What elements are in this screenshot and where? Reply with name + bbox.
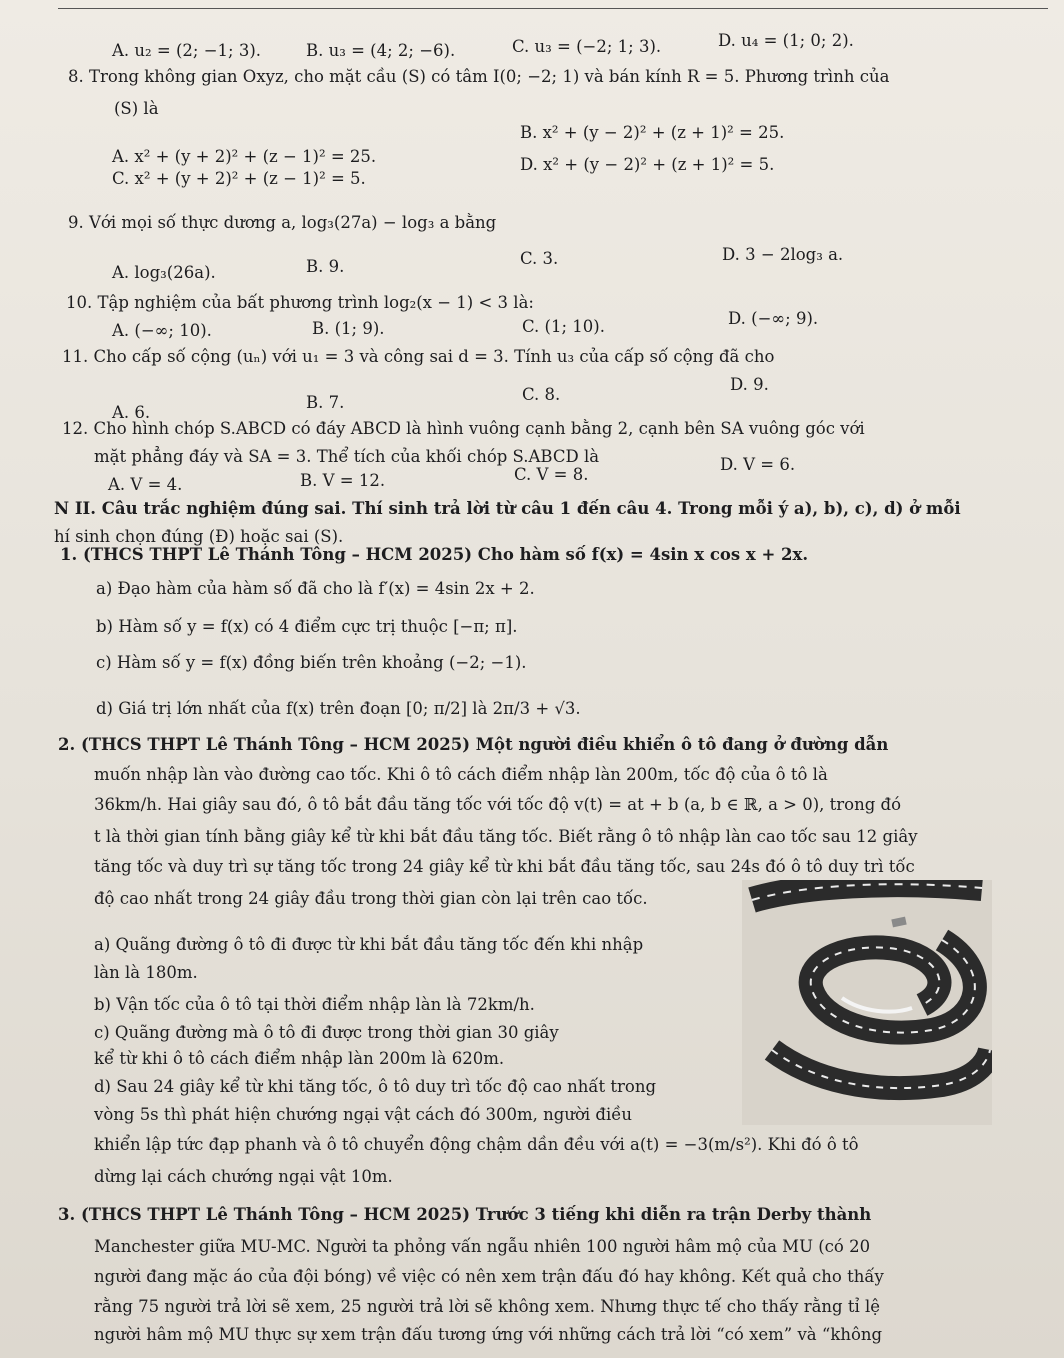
q8-option-d: D. x² + (y − 2)² + (z + 1)² = 5. <box>520 155 775 174</box>
p2-statement-a-2: làn là 180m. <box>94 963 198 982</box>
q12-text-2: mặt phẳng đáy và SA = 3. Thể tích của khối chóp S.ABCD là <box>94 447 600 466</box>
p3-title: 3. (THCS THPT Lê Thánh Tông – HCM 2025) Trước 3 tiếng khi diễn ra trận Derby thành <box>58 1205 872 1224</box>
q9-option-a: A. log₃(26a). <box>112 263 216 282</box>
p3-line-3: người đang mặc áo của đội bóng) về việc có nên xem trận đấu đó hay không. Kết quả cho thấy <box>94 1267 884 1286</box>
p1-title: 1. (THCS THPT Lê Thánh Tông – HCM 2025) Cho hàm số f(x) = 4sin x cos x + 2x. <box>60 545 809 564</box>
q12-option-a: A. V = 4. <box>108 475 183 494</box>
p1-statement-d: d) Giá trị lớn nhất của f(x) trên đoạn [0; π/2] là 2π/3 + √3. <box>96 699 581 718</box>
p2-line-3: 36km/h. Hai giây sau đó, ô tô bắt đầu tăng tốc với tốc độ v(t) = at + b (a, b ∈ ℝ, a > 0), trong đó <box>94 795 902 814</box>
q10-text: 10. Tập nghiệm của bất phương trình log₂(x − 1) < 3 là: <box>66 293 534 312</box>
p2-line-2: muốn nhập làn vào đường cao tốc. Khi ô tô cách điểm nhập làn 200m, tốc độ của ô tô là <box>94 765 828 784</box>
p2-line-6: độ cao nhất trong 24 giây đầu trong thời gian còn lại trên cao tốc. <box>94 889 648 908</box>
p1-statement-a: a) Đạo hàm của hàm số đã cho là f′(x) = 4sin 2x + 2. <box>96 579 535 598</box>
p2-statement-c-2: kể từ khi ô tô cách điểm nhập làn 200m là 620m. <box>94 1049 505 1068</box>
q7-option-a: A. u₂ = (2; −1; 3). <box>112 41 262 60</box>
part2-heading-2: hí sinh chọn đúng (Đ) hoặc sai (S). <box>54 527 344 546</box>
q9-option-d: D. 3 − 2log₃ a. <box>722 245 844 264</box>
p2-statement-a: a) Quãng đường ô tô đi được từ khi bắt đầu tăng tốc đến khi nhập <box>94 935 644 954</box>
p2-title: 2. (THCS THPT Lê Thánh Tông – HCM 2025) Một người điều khiển ô tô đang ở đường dẫn <box>58 735 889 754</box>
q11-option-c: C. 8. <box>522 385 561 404</box>
highway-interchange-figure <box>742 880 992 1125</box>
q12-option-b: B. V = 12. <box>300 471 386 490</box>
p2-statement-b: b) Vận tốc của ô tô tại thời điểm nhập làn là 72km/h. <box>94 995 535 1014</box>
q8-text-2: (S) là <box>114 99 159 118</box>
q8-option-a: A. x² + (y + 2)² + (z − 1)² = 25. <box>112 147 377 166</box>
p1-statement-b: b) Hàm số y = f(x) có 4 điểm cực trị thuộc [−π; π]. <box>96 617 518 636</box>
q8-option-b: B. x² + (y − 2)² + (z + 1)² = 25. <box>520 123 785 142</box>
p2-statement-d-4: dừng lại cách chướng ngại vật 10m. <box>94 1167 393 1186</box>
p2-statement-c: c) Quãng đường mà ô tô đi được trong thời gian 30 giây <box>94 1023 559 1042</box>
p2-statement-d-3: khiển lập tức đạp phanh và ô tô chuyển động chậm dần đều với a(t) = −3(m/s²). Khi đó ô tô <box>94 1135 859 1154</box>
q7-option-c: C. u₃ = (−2; 1; 3). <box>512 37 662 56</box>
q9-text: 9. Với mọi số thực dương a, log₃(27a) − log₃ a bằng <box>68 213 497 232</box>
p3-line-5: người hâm mộ MU thực sự xem trận đấu tương ứng với những cách trả lời “có xem” và “không <box>94 1325 883 1344</box>
p2-line-4: t là thời gian tính bằng giây kể từ khi bắt đầu tăng tốc. Biết rằng ô tô nhập làn cao tốc sau 12 giây <box>94 827 918 846</box>
p2-line-5: tăng tốc và duy trì sự tăng tốc trong 24 giây kể từ khi bắt đầu tăng tốc, sau 24s đó ô tô duy trì tốc <box>94 857 915 876</box>
p3-line-2: Manchester giữa MU-MC. Người ta phỏng vấn ngẫu nhiên 100 người hâm mộ của MU (có 20 <box>94 1237 871 1256</box>
q12-text: 12. Cho hình chóp S.ABCD có đáy ABCD là hình vuông cạnh bằng 2, cạnh bên SA vuông góc với <box>62 419 865 438</box>
part2-heading: N II. Câu trắc nghiệm đúng sai. Thí sinh trả lời từ câu 1 đến câu 4. Trong mỗi ý a), b), c), d) ở mỗi <box>54 499 961 518</box>
q10-option-a: A. (−∞; 10). <box>112 321 212 340</box>
q11-text: 11. Cho cấp số cộng (uₙ) với u₁ = 3 và công sai d = 3. Tính u₃ của cấp số cộng đã cho <box>62 347 775 366</box>
q9-option-b: B. 9. <box>306 257 345 276</box>
q10-option-c: C. (1; 10). <box>522 317 605 336</box>
p1-statement-c: c) Hàm số y = f(x) đồng biến trên khoảng (−2; −1). <box>96 653 527 672</box>
q8-text: 8. Trong không gian Oxyz, cho mặt cầu (S) có tâm I(0; −2; 1) và bán kính R = 5. Phương trình của <box>68 67 890 86</box>
q11-option-d: D. 9. <box>730 375 769 394</box>
q12-option-d: D. V = 6. <box>720 455 796 474</box>
q12-option-c: C. V = 8. <box>514 465 589 484</box>
q7-option-b: B. u₃ = (4; 2; −6). <box>306 41 456 60</box>
q9-option-c: C. 3. <box>520 249 559 268</box>
p2-statement-d-2: vòng 5s thì phát hiện chướng ngại vật cách đó 300m, người điều <box>94 1105 633 1124</box>
q11-option-a: A. 6. <box>112 403 151 422</box>
q8-option-c: C. x² + (y + 2)² + (z − 1)² = 5. <box>112 169 366 188</box>
p3-line-4: rằng 75 người trả lời sẽ xem, 25 người trả lời sẽ không xem. Nhưng thực tế cho thấy rằng tỉ lệ <box>94 1297 881 1316</box>
top-rule <box>58 8 1048 9</box>
q11-option-b: B. 7. <box>306 393 345 412</box>
q7-option-d: D. u₄ = (1; 0; 2). <box>718 31 854 50</box>
q10-option-d: D. (−∞; 9). <box>728 309 819 328</box>
q10-option-b: B. (1; 9). <box>312 319 385 338</box>
p2-statement-d: d) Sau 24 giây kể từ khi tăng tốc, ô tô duy trì tốc độ cao nhất trong <box>94 1077 657 1096</box>
